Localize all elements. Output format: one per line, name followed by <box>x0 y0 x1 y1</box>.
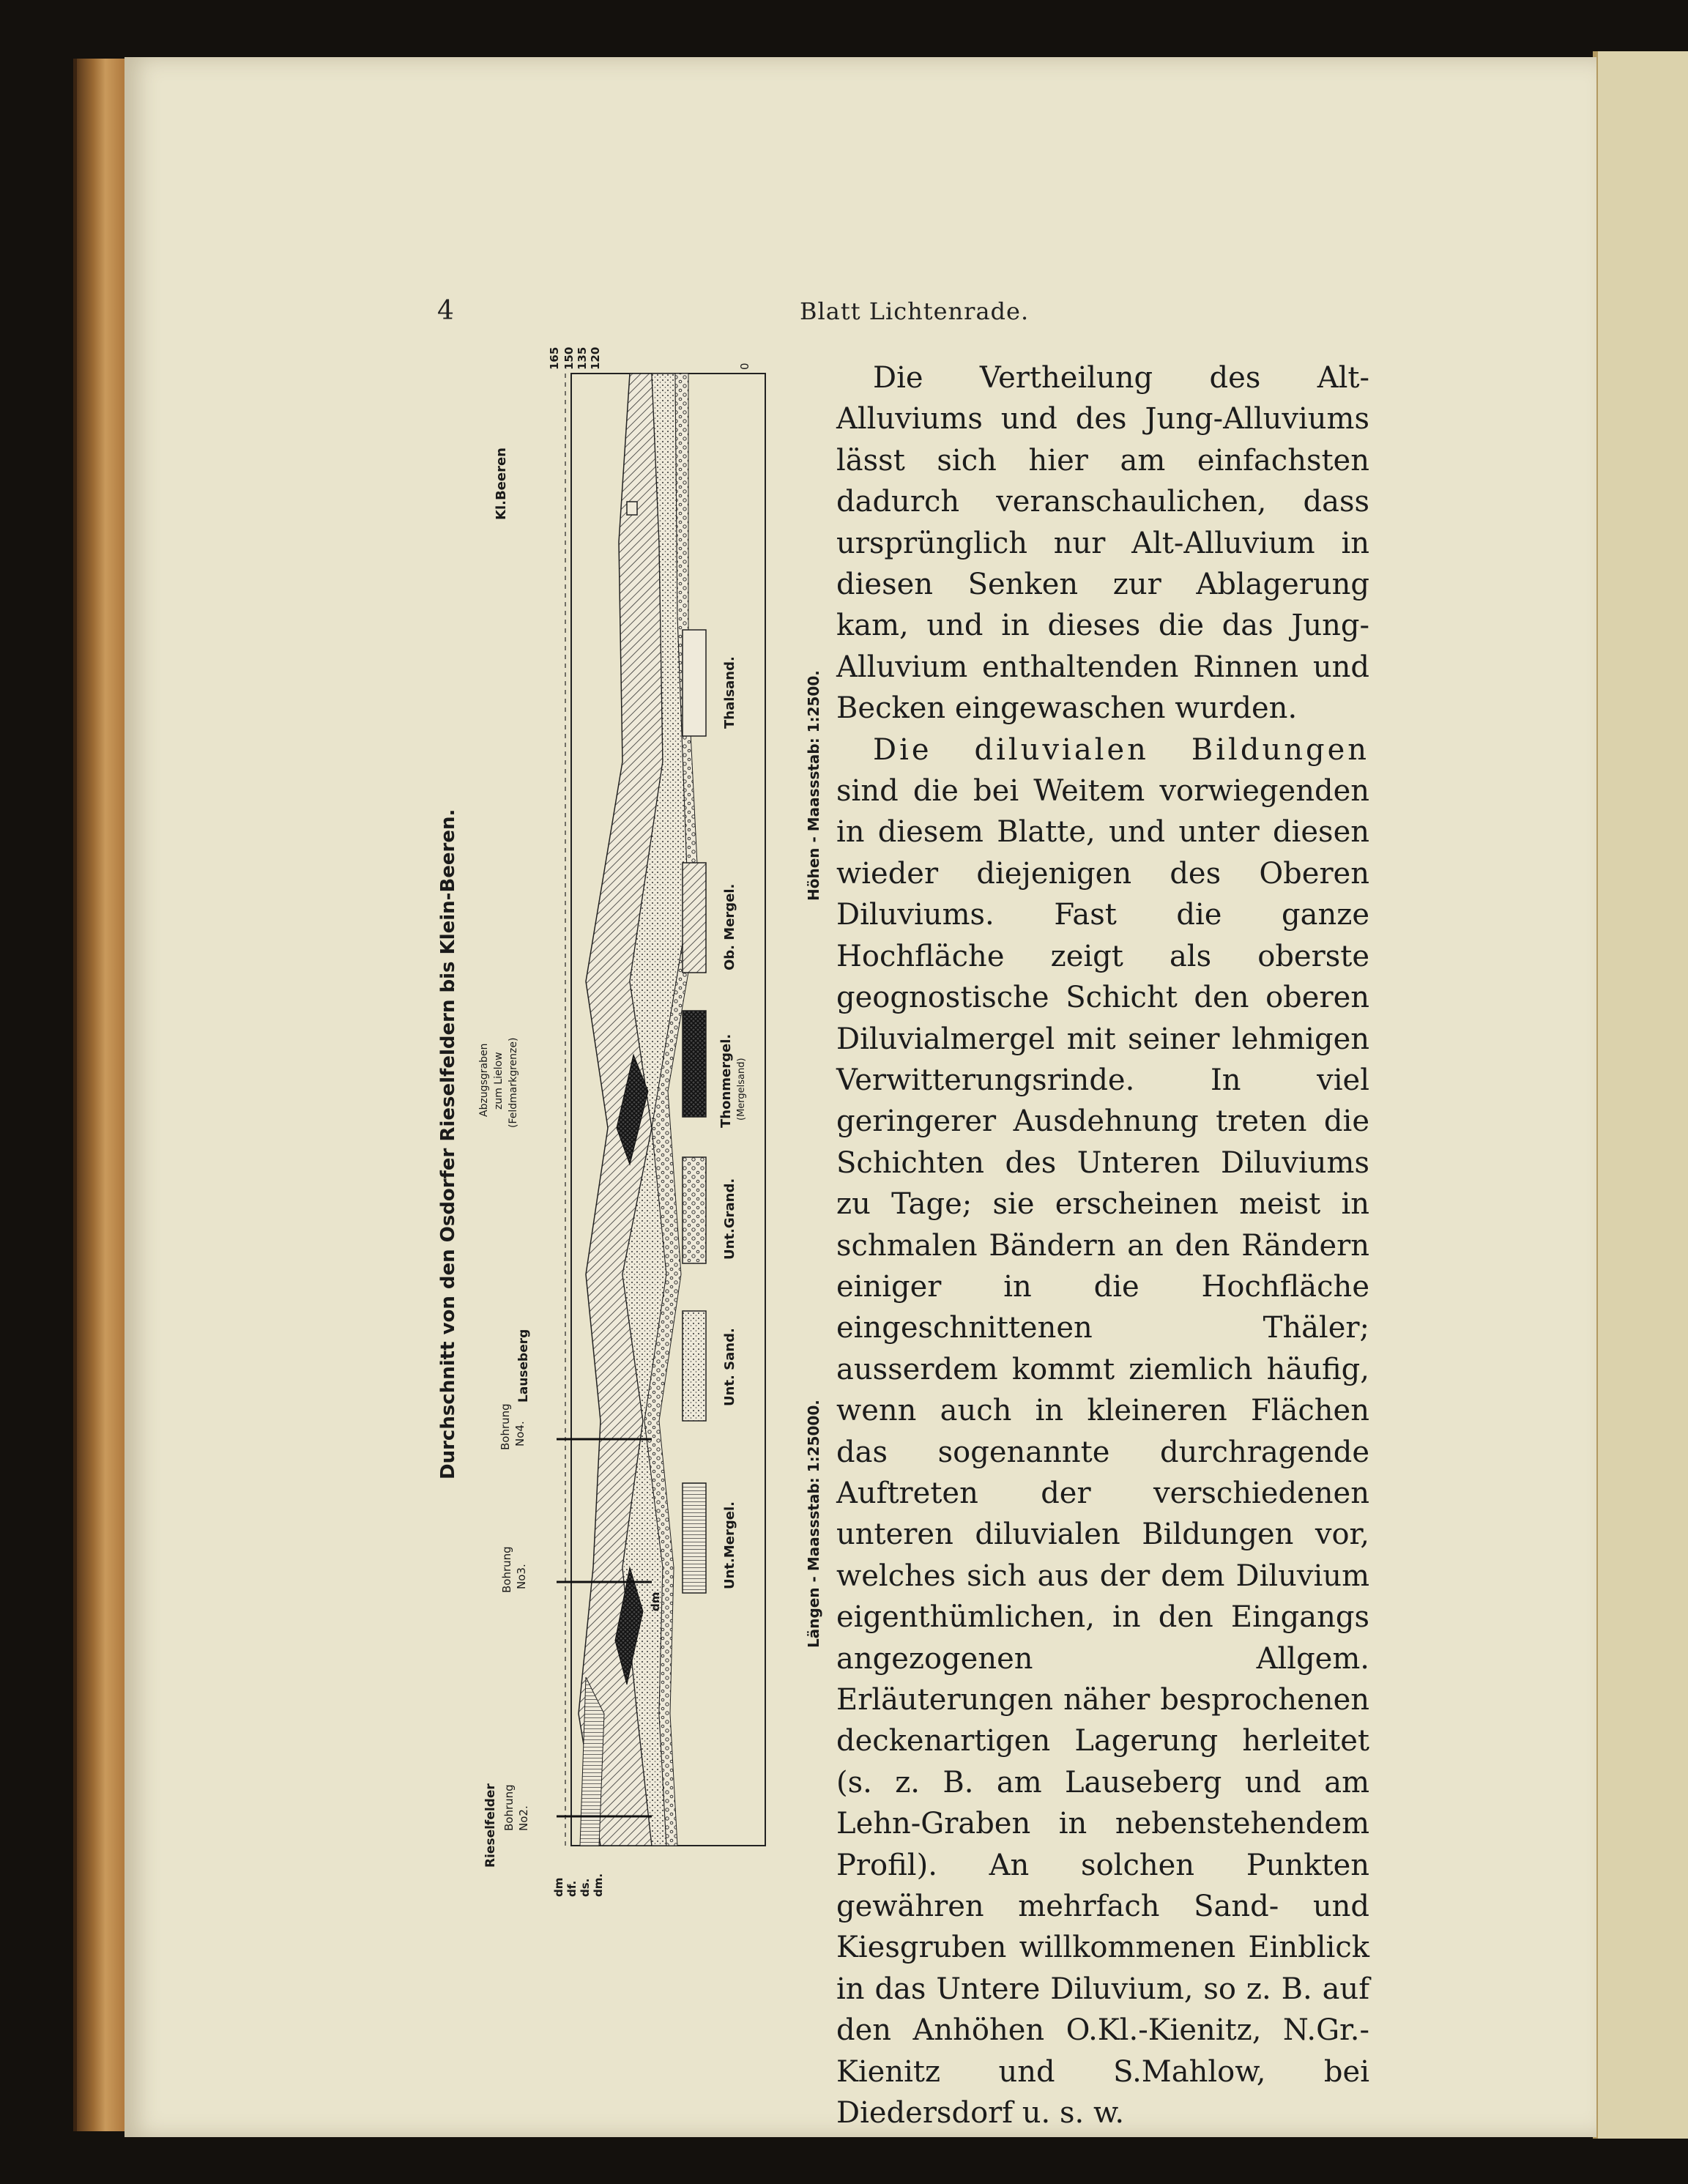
legend-unt-mergel-label: Unt.Mergel. <box>722 1501 737 1589</box>
layer-code-df: df. <box>565 1880 579 1897</box>
label-lauseberg: Lauseberg <box>516 1329 531 1403</box>
zero-mark: 0 <box>738 363 751 370</box>
legend-thonmergel-label: Thonmergel. <box>718 1033 734 1128</box>
cross-section-svg <box>410 322 828 1904</box>
book-spine <box>77 59 124 2131</box>
label-bohrung2-a: Bohrung <box>502 1784 516 1831</box>
legend-unt-grand-label: Unt.Grand. <box>722 1178 737 1260</box>
elevation-135: 135 <box>576 346 589 370</box>
legend-thalsand-swatch <box>683 630 706 736</box>
next-page <box>1598 51 1688 2139</box>
scale-length: Längen - Maassstab: 1:25000. <box>805 1400 822 1648</box>
layer-code-dm2: dm. <box>592 1873 605 1897</box>
running-head: Blatt Lichtenrade. <box>800 297 1030 325</box>
label-bohrung4-b: No4. <box>513 1421 527 1446</box>
body-text <box>836 357 1369 2133</box>
building-symbol-icon <box>627 502 637 515</box>
paragraph-2 <box>836 729 1369 2134</box>
figure-title: Durchschnitt von den Osdorfer Rieselfeldern bis Klein-Beeren. <box>437 809 459 1479</box>
label-zum-lielow: zum Lielow <box>493 1052 505 1110</box>
scale-height: Höhen - Maassstab: 1:2500. <box>805 670 822 901</box>
legend-unt-sand-swatch <box>683 1311 706 1421</box>
legend-unt-mergel-swatch <box>683 1483 706 1593</box>
legend-ob-mergel-label: Ob. Mergel. <box>722 883 737 970</box>
label-bohrung2-b: No2. <box>517 1805 530 1831</box>
label-rieselfelder: Rieselfelder <box>483 1783 498 1868</box>
label-bohrung3-a: Bohrung <box>500 1546 513 1593</box>
paragraph-2-lead: Die diluvialen Bildungen <box>873 732 1369 767</box>
legend-thalsand-label: Thalsand. <box>722 656 737 729</box>
legend-thonmergel-swatch <box>683 1011 706 1117</box>
label-bohrung3-b: No3. <box>515 1564 528 1589</box>
label-feldmarkgrenze: (Feldmarkgrenze) <box>507 1037 519 1128</box>
page-number: 4 <box>437 296 454 326</box>
paragraph-1: Die Vertheilung des Alt-Alluviums und des Jung-Alluviums lässt sich hier am einfachsten dadurch veranschaulichen, dass ursprünglich nur Alt-Alluvium in diesen Senken zur Ablagerung kam, und in dieses die das Jung-Alluvium enthaltenden Rinnen und Becken eingewaschen wurden. <box>836 361 1369 726</box>
elevation-165: 165 <box>548 346 561 370</box>
elevation-120: 120 <box>589 346 602 370</box>
layer-code-ds: ds. <box>579 1878 592 1897</box>
dm-inline-label: dm <box>649 1591 662 1611</box>
legend-ob-mergel-swatch <box>683 863 706 973</box>
legend-unt-sand-label: Unt. Sand. <box>722 1328 737 1406</box>
elevation-150: 150 <box>562 346 576 370</box>
label-abzugsgraben: Abzugsgraben <box>478 1043 490 1117</box>
legend-unt-grand-swatch <box>683 1157 706 1263</box>
label-kl-beeren: Kl.Beeren <box>494 447 509 520</box>
legend-mergelsand-label: (Mergelsand) <box>736 1058 747 1121</box>
layer-code-dm: dm <box>552 1877 565 1897</box>
cross-section-figure <box>410 322 828 1904</box>
paragraph-2-text: sind die bei Weitem vorwiegenden in diesem Blatte, und unter diesen wieder diejenigen des Oberen Diluviums. Fast die ganze Hochfläche zeigt als oberste geognostische Schicht den oberen Diluvialmergel mit seiner lehmigen Verwitterungsrinde. In viel geringerer Ausdehnung treten die Schichten des Unteren Diluviums zu Tage; sie erscheinen meist in schmalen Bändern an den Rändern einiger in die Hochfläche eingeschnittenen Thäler; ausserdem kommt ziemlich häufig, wenn auch in kleineren Flächen das sogenannte durchragende Auftreten der verschiedenen unteren diluvialen Bildungen vor, welches sich aus der dem Diluvium eigenthümlichen, in den Eingangs angezogenen Allgem. Erläuterungen näher besprochenen deckenartigen Lagerung herleitet (s. z. B. am Lauseberg und am Lehn-Graben in nebenstehendem Profil). An solchen Punkten gewähren mehrfach Sand- und Kiesgruben willkommenen Einblick in das Untere Diluvium, so z. B. auf den Anhöhen O.Kl.-Kienitz, N.Gr.-Kienitz und S.Mahlow, bei Diedersdorf u. s. w. <box>836 774 1369 2131</box>
label-bohrung4-a: Bohrung <box>499 1403 512 1450</box>
